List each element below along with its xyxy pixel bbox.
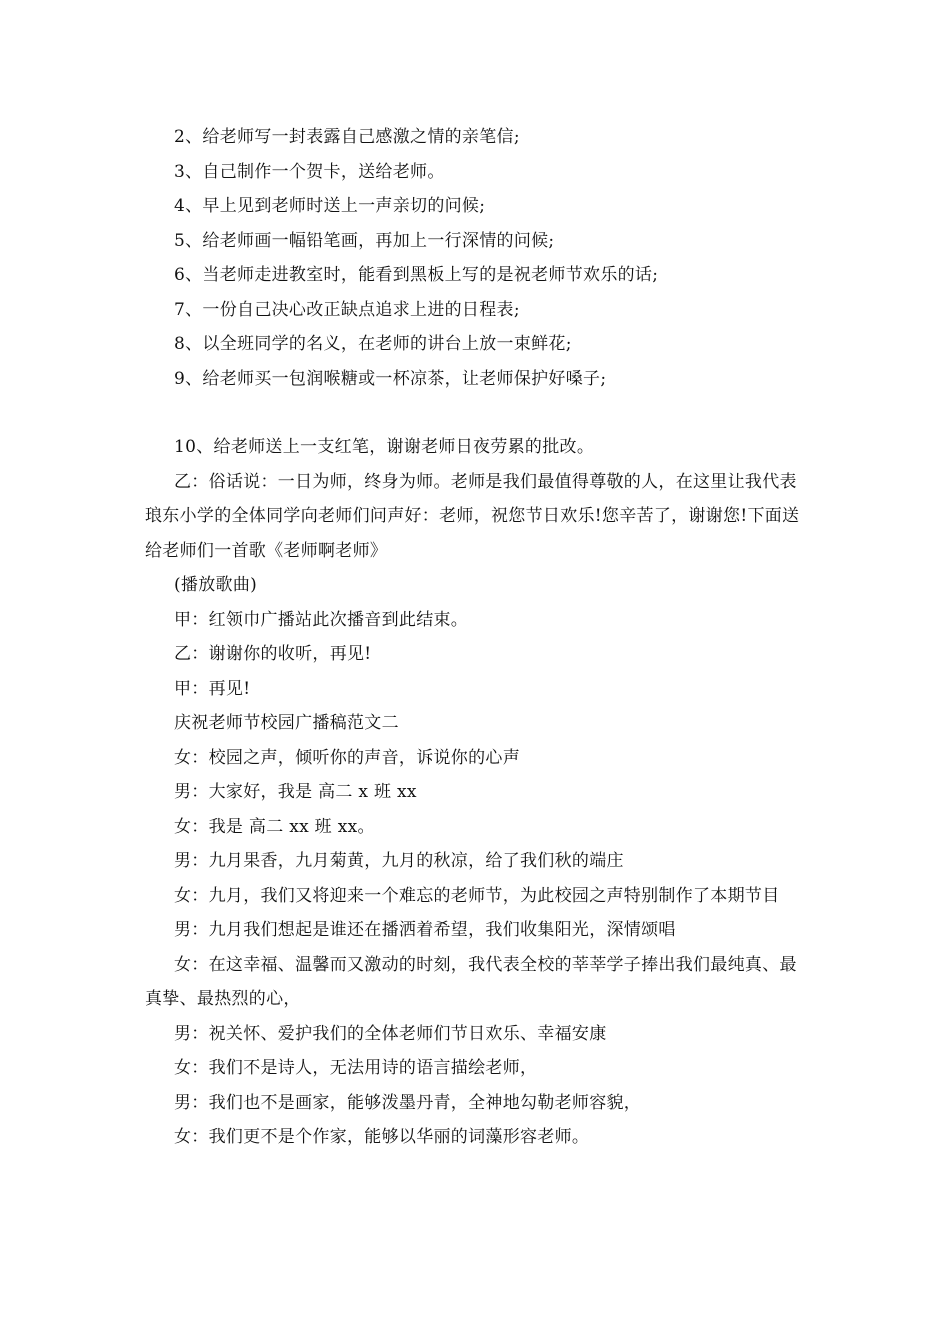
list-item: 3、自己制作一个贺卡，送给老师。 [174, 161, 445, 182]
paragraph-gap [145, 396, 810, 430]
list-item: 4、早上见到老师时送上一声亲切的问候; [174, 196, 486, 216]
list-item: 2、给老师写一封表露自己感激之情的亲笔信; [174, 127, 520, 147]
paragraph: 乙：俗话说：一日为师，终身为师。老师是我们最值得尊敬的人，在这里让我代表琅东小学的全体同学向老师们问声好：老师，祝您节日欢乐!您辛苦了，谢谢您!下面送给老师们一首歌《老师啊老师》 [145, 471, 800, 561]
paragraph: 男：祝关怀、爱护我们的全体老师们节日欢乐、幸福安康 [174, 1023, 607, 1044]
paragraph: 女：我们不是诗人，无法用诗的语言描绘老师， [174, 1058, 538, 1078]
paragraph: 男：大家好，我是 高二 x 班 xx [174, 782, 417, 802]
document-page [145, 120, 810, 1155]
list-item: 7、一份自己决心改正缺点追求上进的日程表; [174, 299, 520, 320]
paragraph: 甲：再见! [174, 678, 251, 699]
paragraph: 10、给老师送上一支红笔，谢谢老师日夜劳累的批改。 [174, 437, 595, 457]
paragraph: 男：九月我们想起是谁还在播洒着希望，我们收集阳光，深情颂唱 [174, 920, 676, 940]
paragraph: 女：我是 高二 xx 班 xx。 [174, 816, 375, 837]
list-item: 9、给老师买一包润喉糖或一杯凉茶，让老师保护好嗓子; [174, 368, 607, 389]
paragraph: 甲：红领巾广播站此次播音到此结束。 [174, 609, 469, 630]
section-title: 庆祝老师节校园广播稿范文二 [174, 713, 399, 733]
list-item: 5、给老师画一幅铅笔画，再加上一行深情的问候; [174, 230, 555, 251]
paragraph: 乙：谢谢你的收听，再见! [174, 644, 372, 664]
paragraph: (播放歌曲) [174, 575, 258, 595]
paragraph: 女：校园之声，倾听你的声音，诉说你的心声 [174, 747, 520, 768]
paragraph: 女：九月，我们又将迎来一个难忘的老师节，为此校园之声特别制作了本期节目 [174, 885, 780, 906]
list-item: 6、当老师走进教室时，能看到黑板上写的是祝老师节欢乐的话; [174, 265, 659, 285]
list-item: 8、以全班同学的名义，在老师的讲台上放一束鲜花; [174, 334, 572, 354]
paragraph: 女：我们更不是个作家，能够以华丽的词藻形容老师。 [174, 1127, 590, 1147]
paragraph: 男：九月果香，九月菊黄，九月的秋凉，给了我们秋的端庄 [174, 851, 624, 871]
paragraph: 男：我们也不是画家，能够泼墨丹青，全神地勾勒老师容貌， [174, 1092, 642, 1113]
paragraph: 女：在这幸福、温馨而又激动的时刻，我代表全校的莘莘学子捧出我们最纯真、最真挚、最热烈的心， [145, 954, 797, 1009]
